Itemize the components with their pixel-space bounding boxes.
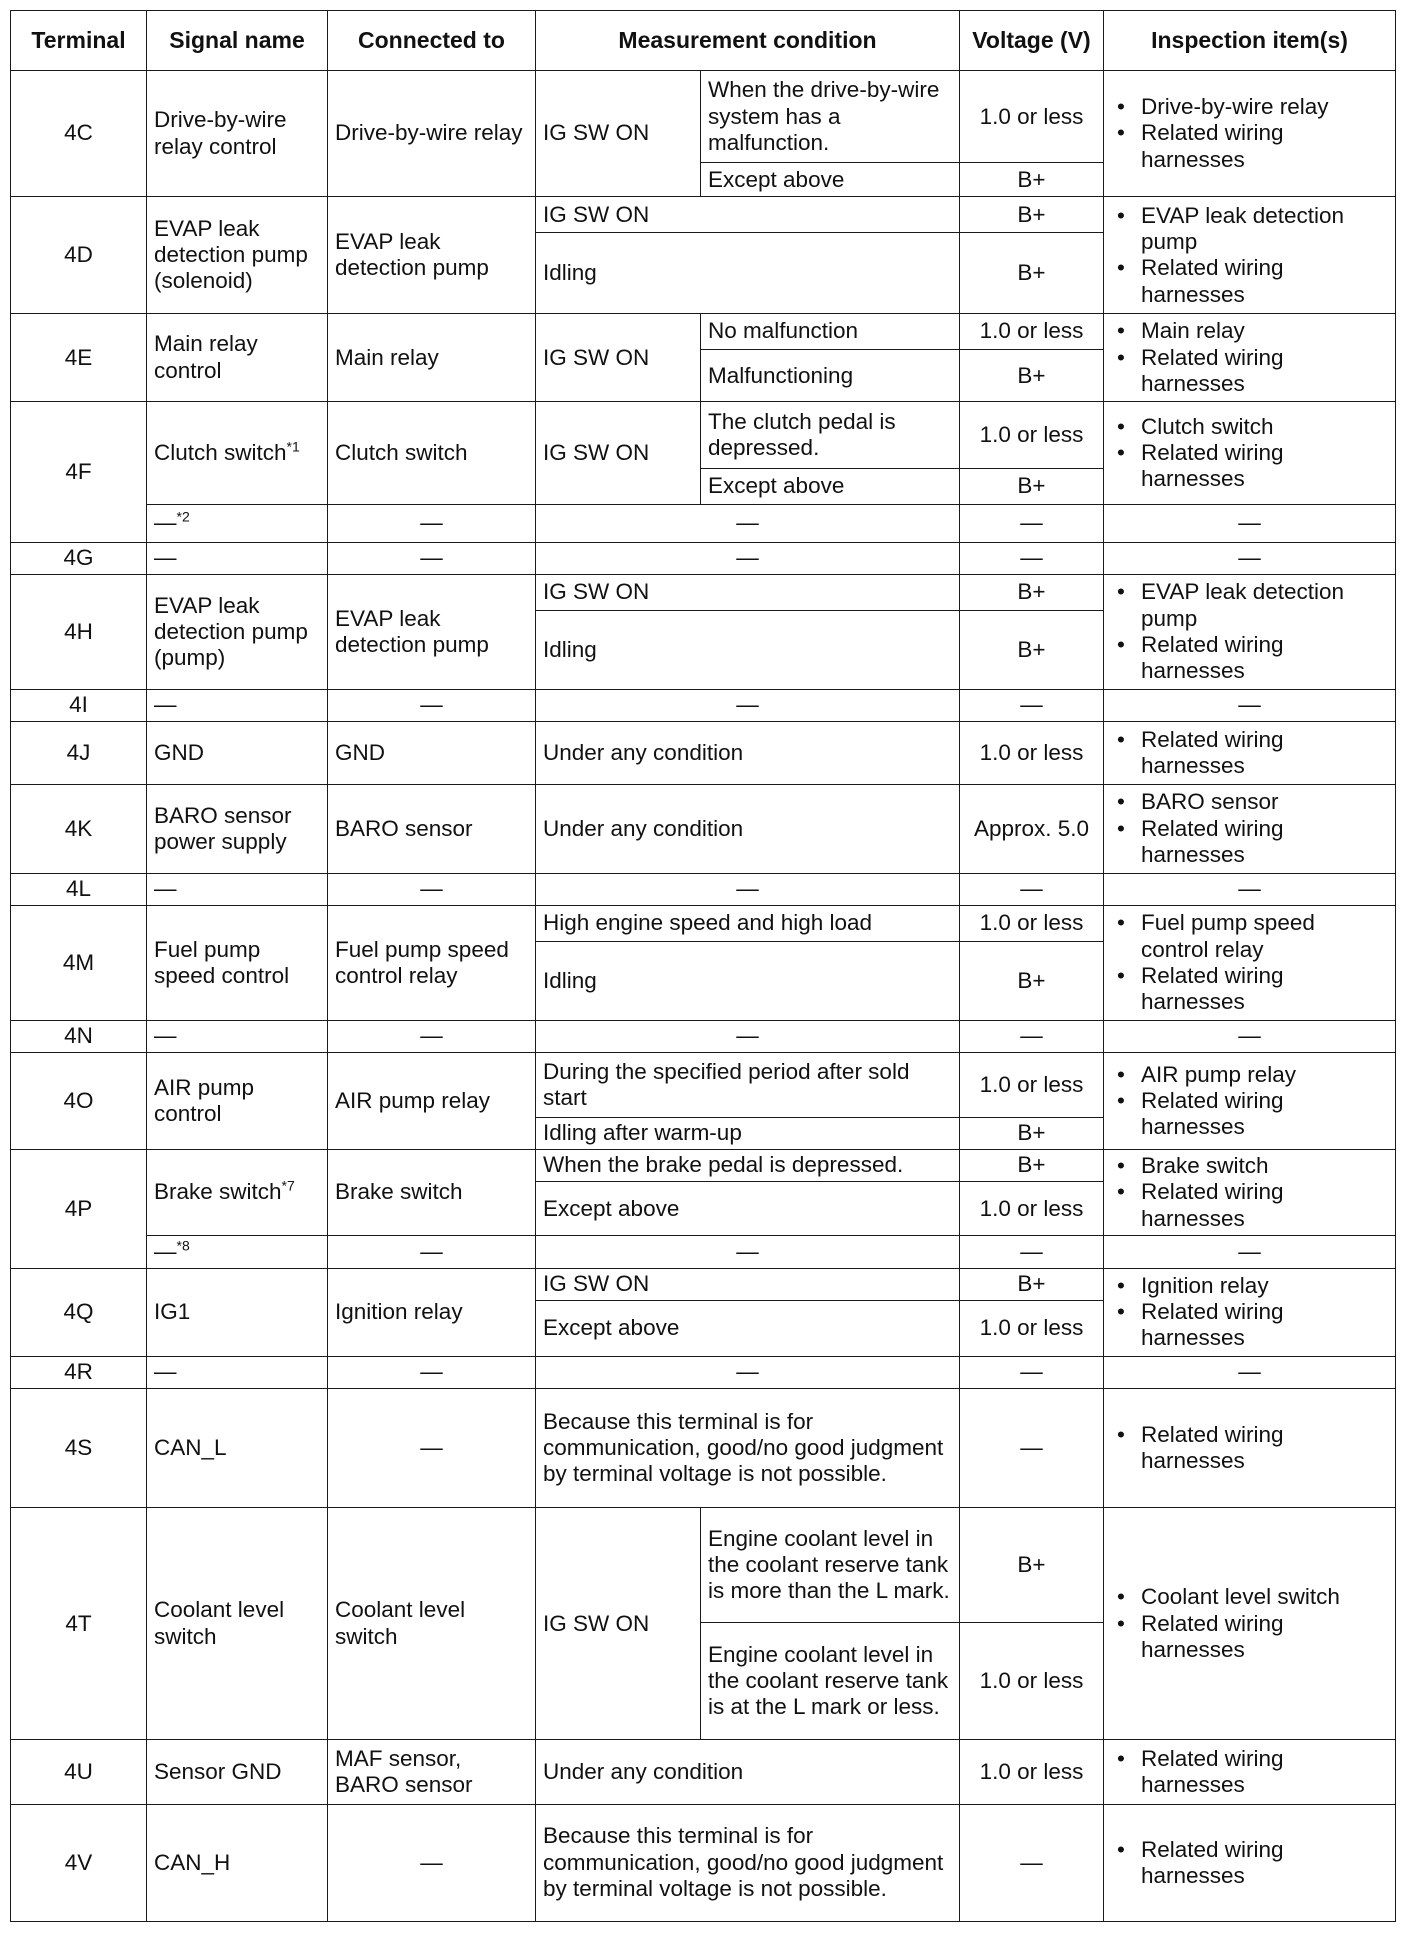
subcondition-cell: Except above — [701, 163, 960, 197]
voltage-cell: B+ — [960, 469, 1104, 505]
signal-cell: CAN_H — [147, 1804, 328, 1921]
inspection-item: • Ignition relay — [1111, 1273, 1388, 1299]
voltage-cell: B+ — [960, 233, 1104, 314]
connected-cell: — — [328, 505, 536, 543]
voltage-cell: 1.0 or less — [960, 722, 1104, 785]
condition-cell: Idling — [536, 942, 960, 1021]
voltage-cell: B+ — [960, 350, 1104, 402]
table-row — [11, 575, 1396, 611]
signal-text: — — [154, 1238, 177, 1264]
inspection-cell — [1104, 197, 1396, 314]
table-row — [11, 505, 1396, 543]
subcondition-cell: No malfunction — [701, 314, 960, 350]
terminal-cell: 4M — [11, 906, 147, 1021]
connected-cell: — — [328, 1804, 536, 1921]
inspection-item: • Related wiring harnesses — [1111, 727, 1388, 780]
connected-cell: — — [328, 873, 536, 905]
subcondition-cell: The clutch pedal is depressed. — [701, 402, 960, 469]
terminal-cell: 4L — [11, 873, 147, 905]
subcondition-cell: When the drive-by-wire system has a malfunction. — [701, 71, 960, 163]
subcondition-cell: Except above — [701, 469, 960, 505]
inspection-cell — [1104, 71, 1396, 197]
terminal-cell: 4Q — [11, 1268, 147, 1357]
condition-cell: — — [536, 542, 960, 574]
inspection-cell: — — [1104, 873, 1396, 905]
inspection-item: • Fuel pump speed control relay — [1111, 910, 1388, 963]
inspection-cell — [1104, 402, 1396, 505]
voltage-cell: B+ — [960, 163, 1104, 197]
footnote-marker: *1 — [286, 438, 300, 455]
condition-cell: IG SW ON — [536, 314, 701, 402]
terminal-voltage-sheet — [10, 10, 1395, 1922]
signal-cell — [147, 1236, 328, 1268]
inspection-item: • Related wiring harnesses — [1111, 963, 1388, 1016]
header-measurement-condition: Measurement condition — [536, 11, 960, 71]
voltage-cell: B+ — [960, 575, 1104, 611]
condition-cell: — — [536, 505, 960, 543]
terminal-cell: 4J — [11, 722, 147, 785]
signal-cell: Coolant level switch — [147, 1508, 328, 1740]
condition-cell: Because this terminal is for communication, good/no good judgment by terminal voltage is not possible. — [536, 1389, 960, 1508]
terminal-cell: 4R — [11, 1357, 147, 1389]
condition-cell: IG SW ON — [536, 197, 960, 233]
connected-cell: Drive-by-wire relay — [328, 71, 536, 197]
voltage-cell: 1.0 or less — [960, 71, 1104, 163]
connected-cell: — — [328, 1357, 536, 1389]
voltage-cell: 1.0 or less — [960, 402, 1104, 469]
subcondition-cell: Engine coolant level in the coolant reserve tank is at the L mark or less. — [701, 1623, 960, 1740]
terminal-cell: 4N — [11, 1021, 147, 1053]
terminal-cell: 4F — [11, 402, 147, 543]
table-row — [11, 1236, 1396, 1268]
signal-cell: EVAP leak detection pump (pump) — [147, 575, 328, 690]
signal-cell: — — [147, 542, 328, 574]
voltage-cell: B+ — [960, 942, 1104, 1021]
inspection-item: • Related wiring harnesses — [1111, 345, 1388, 398]
signal-cell — [147, 1149, 328, 1236]
inspection-cell — [1104, 314, 1396, 402]
terminal-cell: 4D — [11, 197, 147, 314]
inspection-cell — [1104, 722, 1396, 785]
inspection-cell — [1104, 906, 1396, 1021]
inspection-cell — [1104, 1268, 1396, 1357]
table-row — [11, 906, 1396, 942]
condition-cell: — — [536, 1236, 960, 1268]
connected-cell: BARO sensor — [328, 784, 536, 873]
connected-cell: MAF sensor, BARO sensor — [328, 1740, 536, 1805]
signal-text: Brake switch — [154, 1179, 282, 1205]
condition-cell: Under any condition — [536, 784, 960, 873]
table-row — [11, 1053, 1396, 1118]
signal-cell: — — [147, 1357, 328, 1389]
condition-cell: High engine speed and high load — [536, 906, 960, 942]
signal-text: Clutch switch — [154, 440, 287, 466]
connected-cell: Main relay — [328, 314, 536, 402]
terminal-cell: 4H — [11, 575, 147, 690]
table-row — [11, 1508, 1396, 1623]
voltage-cell: 1.0 or less — [960, 1623, 1104, 1740]
connected-cell: Fuel pump speed control relay — [328, 906, 536, 1021]
footnote-marker: *7 — [281, 1177, 295, 1194]
condition-cell: Because this terminal is for communication, good/no good judgment by terminal voltage is not possible. — [536, 1804, 960, 1921]
inspection-cell: — — [1104, 1236, 1396, 1268]
inspection-item: • Brake switch — [1111, 1153, 1388, 1179]
voltage-cell: Approx. 5.0 — [960, 784, 1104, 873]
table-row — [11, 1389, 1396, 1508]
signal-cell: Drive-by-wire relay control — [147, 71, 328, 197]
condition-cell: Except above — [536, 1182, 960, 1236]
signal-cell: CAN_L — [147, 1389, 328, 1508]
header-signal-name: Signal name — [147, 11, 328, 71]
inspection-cell — [1104, 1149, 1396, 1236]
connected-cell: — — [328, 1021, 536, 1053]
header-voltage: Voltage (V) — [960, 11, 1104, 71]
connected-cell: Brake switch — [328, 1149, 536, 1236]
inspection-item: • BARO sensor — [1111, 789, 1388, 815]
condition-cell: IG SW ON — [536, 402, 701, 505]
inspection-item: • Drive-by-wire relay — [1111, 94, 1388, 120]
voltage-cell: — — [960, 1389, 1104, 1508]
connected-cell: EVAP leak detection pump — [328, 197, 536, 314]
inspection-cell — [1104, 1053, 1396, 1150]
inspection-cell — [1104, 1804, 1396, 1921]
connected-cell: — — [328, 1236, 536, 1268]
voltage-cell: 1.0 or less — [960, 906, 1104, 942]
voltage-cell: B+ — [960, 1117, 1104, 1149]
terminal-cell: 4T — [11, 1508, 147, 1740]
signal-cell: IG1 — [147, 1268, 328, 1357]
condition-cell: — — [536, 1357, 960, 1389]
condition-cell: Idling after warm-up — [536, 1117, 960, 1149]
terminal-cell: 4I — [11, 689, 147, 721]
voltage-cell: 1.0 or less — [960, 1300, 1104, 1356]
inspection-cell — [1104, 1740, 1396, 1805]
connected-cell: Clutch switch — [328, 402, 536, 505]
table-row — [11, 1149, 1396, 1181]
condition-cell: When the brake pedal is depressed. — [536, 1149, 960, 1181]
voltage-cell: B+ — [960, 1149, 1104, 1181]
inspection-item: • EVAP leak detection pump — [1111, 579, 1388, 632]
signal-text: — — [154, 510, 177, 536]
voltage-cell: 1.0 or less — [960, 1182, 1104, 1236]
inspection-cell: — — [1104, 1021, 1396, 1053]
inspection-item: • Related wiring harnesses — [1111, 440, 1388, 493]
voltage-cell: 1.0 or less — [960, 1053, 1104, 1118]
inspection-cell: — — [1104, 505, 1396, 543]
inspection-cell: — — [1104, 542, 1396, 574]
subcondition-cell: Engine coolant level in the coolant reserve tank is more than the L mark. — [701, 1508, 960, 1623]
condition-cell: IG SW ON — [536, 1508, 701, 1740]
inspection-item: • Main relay — [1111, 318, 1388, 344]
terminal-cell: 4K — [11, 784, 147, 873]
condition-cell: IG SW ON — [536, 71, 701, 197]
connected-cell: EVAP leak detection pump — [328, 575, 536, 690]
voltage-cell: B+ — [960, 1508, 1104, 1623]
voltage-cell: — — [960, 1021, 1104, 1053]
table-row — [11, 402, 1396, 469]
voltage-cell: B+ — [960, 197, 1104, 233]
table-row — [11, 722, 1396, 785]
table-row — [11, 1021, 1396, 1053]
table-row — [11, 1268, 1396, 1300]
header-terminal: Terminal — [11, 11, 147, 71]
signal-cell: Main relay control — [147, 314, 328, 402]
voltage-cell: 1.0 or less — [960, 1740, 1104, 1805]
inspection-item: • Related wiring harnesses — [1111, 120, 1388, 173]
voltage-cell: — — [960, 689, 1104, 721]
inspection-item: • Related wiring harnesses — [1111, 1088, 1388, 1141]
signal-cell: Sensor GND — [147, 1740, 328, 1805]
terminal-cell: 4G — [11, 542, 147, 574]
table-row — [11, 1804, 1396, 1921]
inspection-item: • Related wiring harnesses — [1111, 1179, 1388, 1232]
terminal-cell: 4S — [11, 1389, 147, 1508]
inspection-cell — [1104, 575, 1396, 690]
inspection-item: • Related wiring harnesses — [1111, 816, 1388, 869]
table-row — [11, 1357, 1396, 1389]
table-row — [11, 197, 1396, 233]
inspection-item: • Related wiring harnesses — [1111, 1299, 1388, 1352]
inspection-item: • EVAP leak detection pump — [1111, 203, 1388, 256]
signal-cell: — — [147, 873, 328, 905]
inspection-item: • Related wiring harnesses — [1111, 1422, 1388, 1475]
terminal-cell: 4E — [11, 314, 147, 402]
inspection-item: • Coolant level switch — [1111, 1584, 1388, 1610]
signal-cell: EVAP leak detection pump (solenoid) — [147, 197, 328, 314]
header-row — [11, 11, 1396, 71]
inspection-cell: — — [1104, 689, 1396, 721]
inspection-item: • Related wiring harnesses — [1111, 1837, 1388, 1890]
signal-cell — [147, 402, 328, 505]
condition-cell: Under any condition — [536, 1740, 960, 1805]
terminal-voltage-table — [10, 10, 1396, 1922]
footnote-marker: *8 — [176, 1237, 190, 1254]
signal-cell — [147, 505, 328, 543]
voltage-cell: 1.0 or less — [960, 314, 1104, 350]
voltage-cell: B+ — [960, 1268, 1104, 1300]
signal-cell: — — [147, 1021, 328, 1053]
inspection-cell: — — [1104, 1357, 1396, 1389]
terminal-cell: 4U — [11, 1740, 147, 1805]
inspection-item: • Clutch switch — [1111, 414, 1388, 440]
condition-cell: IG SW ON — [536, 1268, 960, 1300]
connected-cell: Ignition relay — [328, 1268, 536, 1357]
condition-cell: IG SW ON — [536, 575, 960, 611]
inspection-cell — [1104, 784, 1396, 873]
table-row — [11, 784, 1396, 873]
signal-cell: Fuel pump speed control — [147, 906, 328, 1021]
condition-cell: Except above — [536, 1300, 960, 1356]
table-row — [11, 689, 1396, 721]
voltage-cell: — — [960, 1236, 1104, 1268]
connected-cell: — — [328, 689, 536, 721]
table-row — [11, 71, 1396, 163]
terminal-cell: 4P — [11, 1149, 147, 1268]
table-row — [11, 542, 1396, 574]
signal-cell: GND — [147, 722, 328, 785]
inspection-item: • AIR pump relay — [1111, 1062, 1388, 1088]
voltage-cell: B+ — [960, 610, 1104, 689]
table-row — [11, 1740, 1396, 1805]
inspection-cell — [1104, 1508, 1396, 1740]
connected-cell: — — [328, 542, 536, 574]
condition-cell: — — [536, 689, 960, 721]
voltage-cell: — — [960, 873, 1104, 905]
terminal-cell: 4O — [11, 1053, 147, 1150]
inspection-item: • Related wiring harnesses — [1111, 255, 1388, 308]
terminal-cell: 4V — [11, 1804, 147, 1921]
voltage-cell: — — [960, 1804, 1104, 1921]
terminal-cell: 4C — [11, 71, 147, 197]
condition-cell: Idling — [536, 610, 960, 689]
connected-cell: AIR pump relay — [328, 1053, 536, 1150]
voltage-cell: — — [960, 542, 1104, 574]
header-inspection-items: Inspection item(s) — [1104, 11, 1396, 71]
inspection-cell — [1104, 1389, 1396, 1508]
condition-cell: — — [536, 873, 960, 905]
table-row — [11, 314, 1396, 350]
condition-cell: During the specified period after sold start — [536, 1053, 960, 1118]
inspection-item: • Related wiring harnesses — [1111, 1746, 1388, 1799]
inspection-item: • Related wiring harnesses — [1111, 632, 1388, 685]
voltage-cell: — — [960, 505, 1104, 543]
connected-cell: Coolant level switch — [328, 1508, 536, 1740]
header-connected-to: Connected to — [328, 11, 536, 71]
connected-cell: GND — [328, 722, 536, 785]
condition-cell: Under any condition — [536, 722, 960, 785]
signal-cell: BARO sensor power supply — [147, 784, 328, 873]
signal-cell: — — [147, 689, 328, 721]
subcondition-cell: Malfunctioning — [701, 350, 960, 402]
table-row — [11, 873, 1396, 905]
condition-cell: Idling — [536, 233, 960, 314]
connected-cell: — — [328, 1389, 536, 1508]
footnote-marker: *2 — [176, 508, 190, 525]
voltage-cell: — — [960, 1357, 1104, 1389]
signal-cell: AIR pump control — [147, 1053, 328, 1150]
condition-cell: — — [536, 1021, 960, 1053]
inspection-item: • Related wiring harnesses — [1111, 1611, 1388, 1664]
